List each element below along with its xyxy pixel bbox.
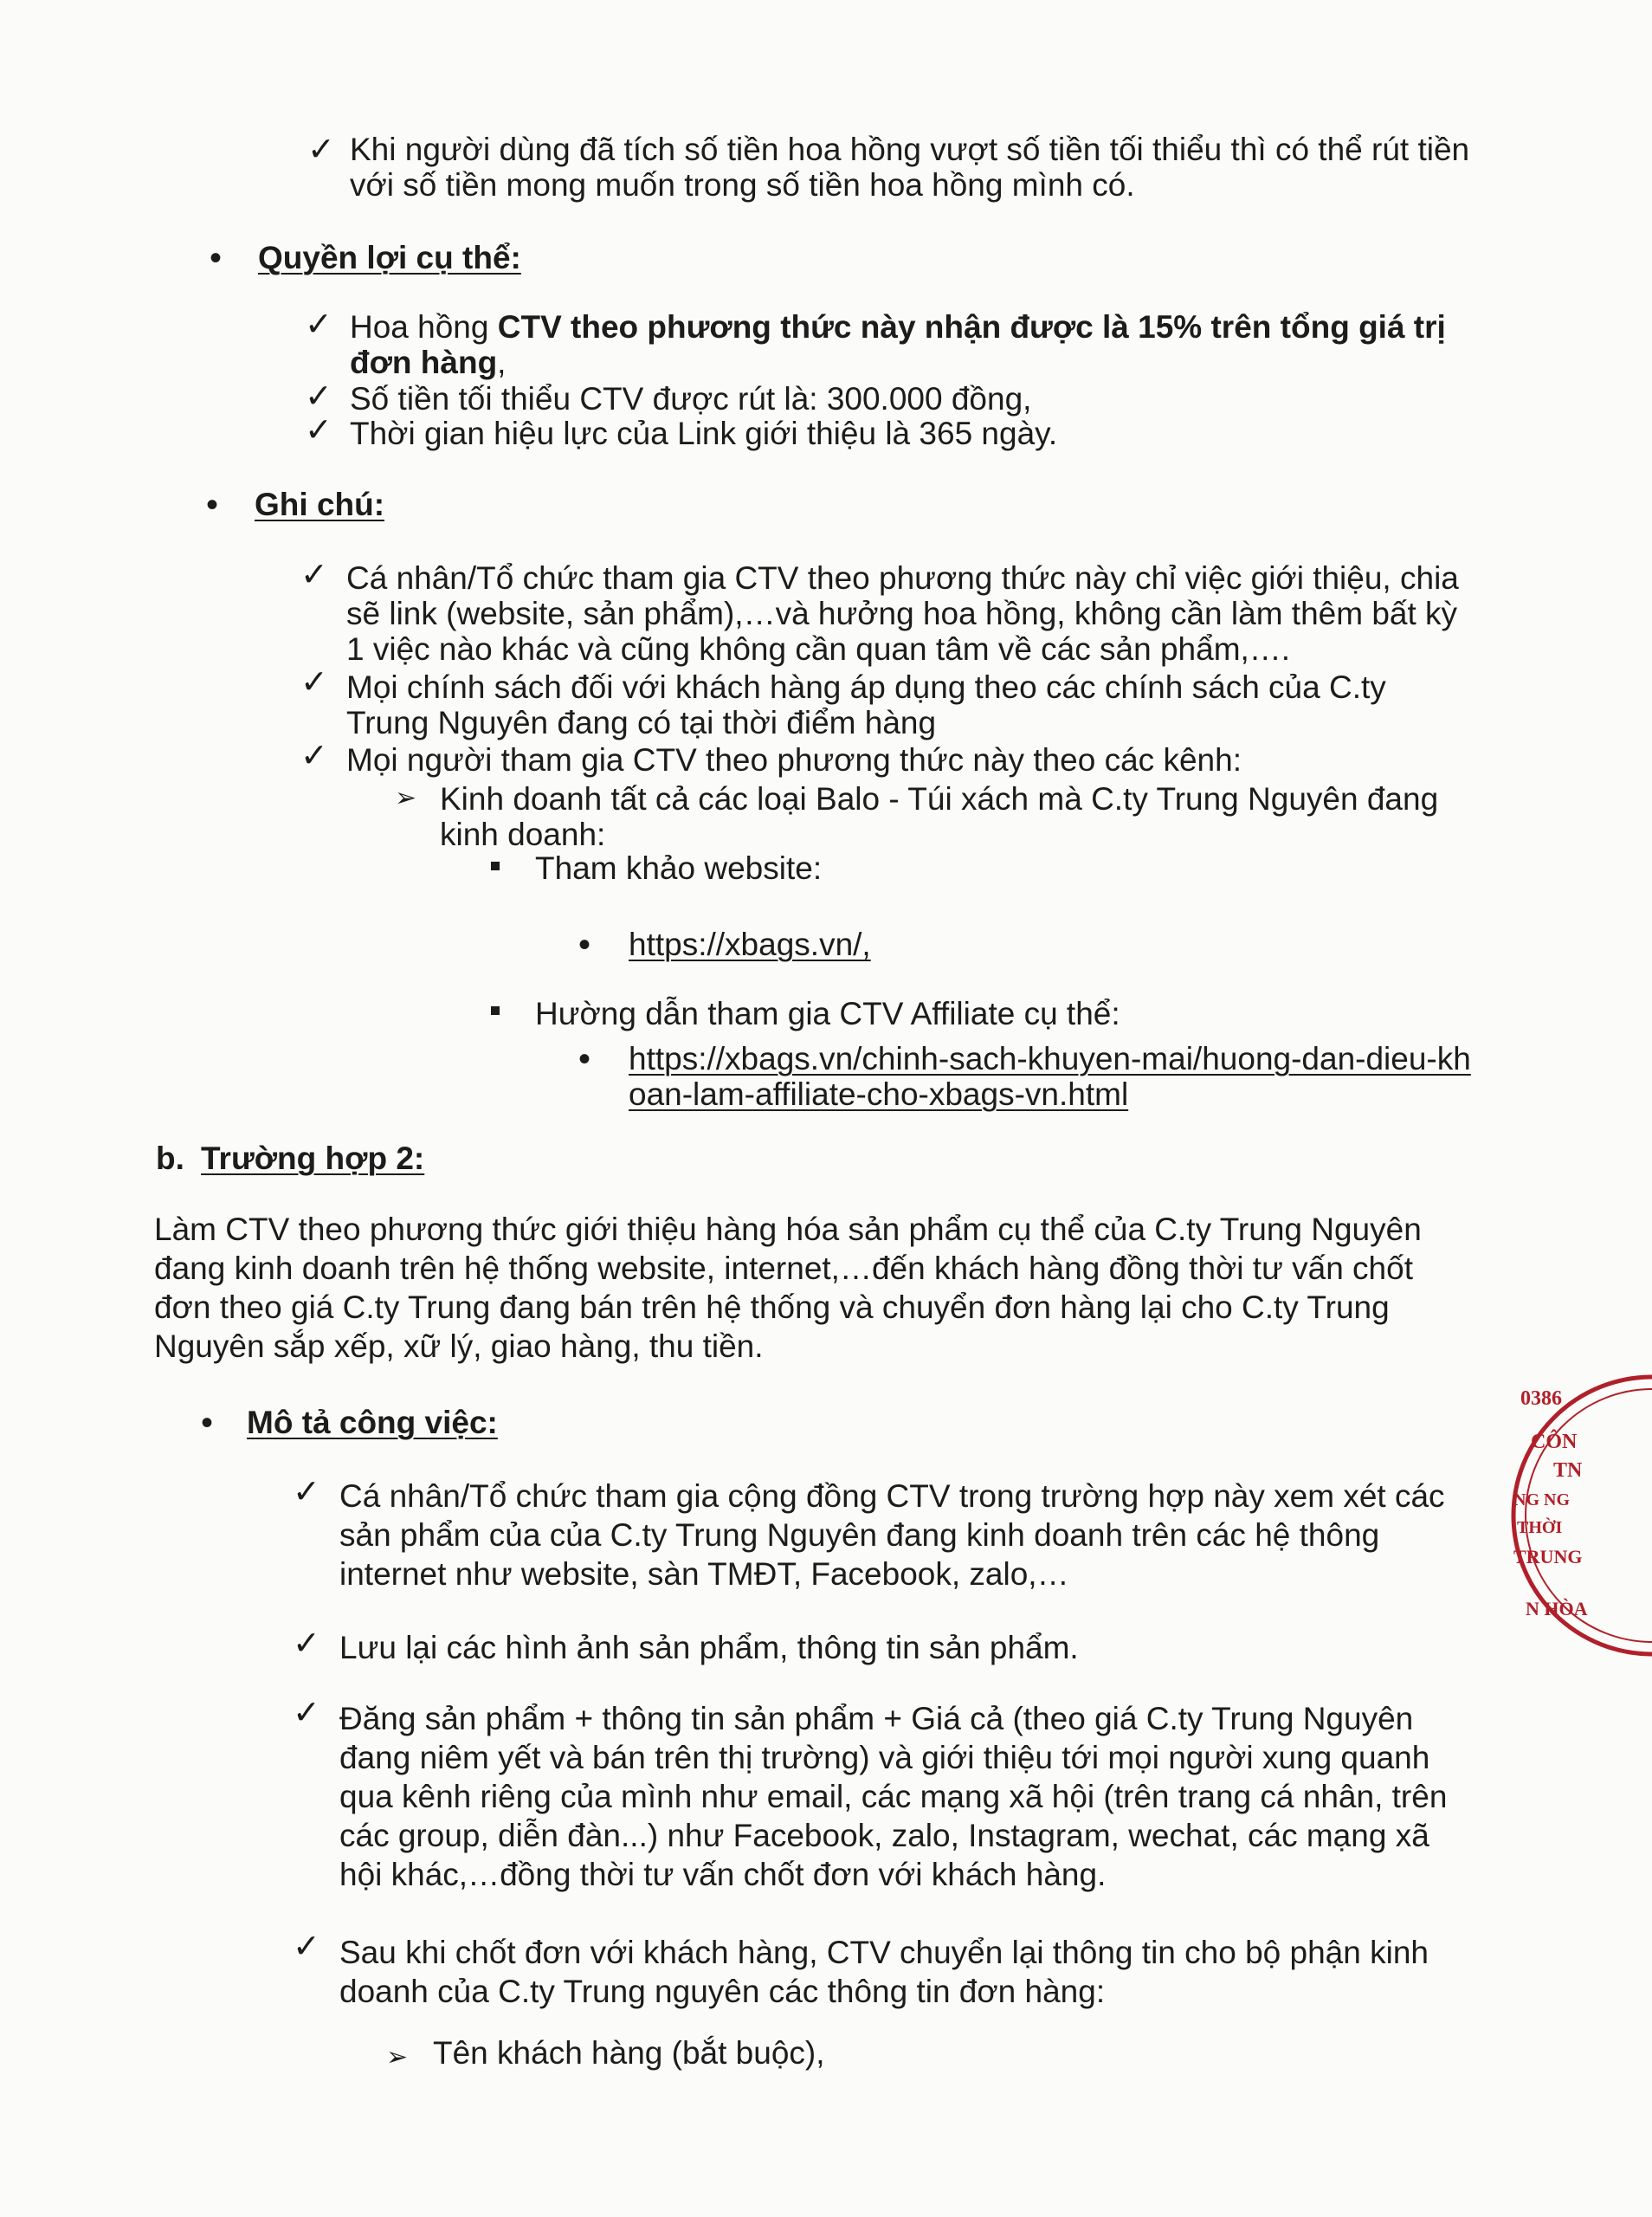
bullet-icon: • (210, 239, 223, 277)
check-icon: ✓ (300, 736, 328, 774)
check-icon: ✓ (293, 1624, 320, 1662)
bullet-icon: • (578, 1040, 591, 1078)
stamp-text: TN (1553, 1459, 1583, 1482)
notes-heading: Ghi chú: (255, 487, 385, 522)
note-item-2: Mọi chính sách đối với khách hàng áp dụng theo các chính sách của C.ty Trung Nguyên đang có tại thời điểm hàng (346, 669, 1386, 740)
check-icon: ✓ (305, 377, 332, 415)
website-link[interactable]: https://xbags.vn/, (629, 927, 871, 962)
section-b-label: b. (156, 1141, 184, 1176)
section-b-title: Trường hợp 2: (201, 1141, 425, 1176)
benefits-heading: Quyền lợi cụ thể: (258, 240, 521, 275)
square-bullet-icon (491, 1006, 500, 1015)
ref-website-label: Tham khảo website: (535, 850, 823, 886)
arrow-icon: ➢ (395, 783, 417, 813)
stamp-text: THỜI (1517, 1518, 1563, 1537)
benefit-commission: Hoa hồng CTV theo phương thức này nhận được là 15% trên tổng giá trị đơn hàng, (350, 309, 1446, 380)
stamp-text: 0386 (1520, 1387, 1562, 1410)
job-heading: Mô tả công việc: (247, 1405, 498, 1440)
job-item-4: Sau khi chốt đơn với khách hàng, CTV chuyển lại thông tin cho bộ phận kinh doanh của C.ty Trung nguyên các thông tin đơn hàng: (339, 1935, 1429, 2009)
bullet-icon: • (206, 486, 219, 524)
bullet-icon: • (578, 926, 591, 964)
job-item-4-sub-1: Tên khách hàng (bắt buộc), (433, 2035, 825, 2071)
square-bullet-icon (491, 862, 500, 870)
check-icon: ✓ (305, 305, 332, 343)
note-item-1: Cá nhân/Tổ chức tham gia CTV theo phương thức này chỉ việc giới thiệu, chia sẽ link (website, sản phẩm),…và hưởng hoa hồng, không cần làm thêm bất kỳ 1 việc nào khác và cũng không cần quan tâm về các sản phẩm,…. (346, 560, 1459, 667)
check-icon: ✓ (305, 410, 332, 449)
check-icon: ✓ (307, 130, 335, 168)
stamp-text: N HÒA (1526, 1598, 1588, 1619)
section-b-intro: Làm CTV theo phương thức giới thiệu hàng hóa sản phẩm cụ thể của C.ty Trung Nguyên đang kinh doanh trên hệ thống website, internet,…đến khách hàng đồng thời tư vấn chốt đơn theo giá C.ty Trung đang bán trên hệ thống và chuyển đơn hàng lại cho C.ty Trung Nguyên sắp xếp, xữ lý, giao hàng, thu tiền. (154, 1212, 1422, 1364)
guide-label: Hường dẫn tham gia CTV Affiliate cụ thể: (535, 996, 1120, 1031)
job-item-1: Cá nhân/Tổ chức tham gia cộng đồng CTV trong trường hợp này xem xét các sản phẩm của của C.ty Trung Nguyên đang kinh doanh trên các hệ thông internet như website, sàn TMĐT, Facebook, zalo,… (339, 1478, 1445, 1592)
note-item-3: Mọi người tham gia CTV theo phương thức này theo các kênh: (346, 742, 1242, 778)
stamp-text: NG NG (1513, 1490, 1570, 1509)
benefit-link-validity: Thời gian hiệu lực của Link giới thiệu là 365 ngày. (350, 416, 1058, 451)
bullet-icon: • (201, 1404, 214, 1442)
arrow-icon: ➢ (386, 2042, 409, 2072)
job-item-2: Lưu lại các hình ảnh sản phẩm, thông tin sản phẩm. (339, 1630, 1079, 1665)
check-icon: ✓ (300, 663, 328, 701)
note-sub-business: Kinh doanh tất cả các loại Balo - Túi xách mà C.ty Trung Nguyên đang kinh doanh: (440, 781, 1439, 852)
stamp-text: CÔN (1531, 1431, 1578, 1453)
check-icon: ✓ (293, 1472, 320, 1510)
company-stamp (1505, 1351, 1652, 1680)
guide-link[interactable]: https://xbags.vn/chinh-sach-khuyen-mai/huong-dan-dieu-khoan-lam-affiliate-cho-xbags-vn.html (629, 1041, 1471, 1112)
benefit-min-withdraw: Số tiền tối thiểu CTV được rút là: 300.000 đồng, (350, 381, 1032, 417)
job-item-3: Đăng sản phẩm + thông tin sản phẩm + Giá cả (theo giá C.ty Trung Nguyên đang niêm yết và bán trên thị trường) và giới thiệu tới mọi người xung quanh qua kênh riêng của mình như email, các mạng xã hội (trên trang cá nhân, trên các group, diễn đàn...) như Facebook, zalo, Instagram, wechat, các mạng xã hội khác,…đồng thời tư vấn chốt đơn với khách hàng. (339, 1701, 1448, 1892)
check-icon: ✓ (293, 1927, 320, 1965)
check-icon: ✓ (293, 1693, 320, 1731)
withdraw-item: Khi người dùng đã tích số tiền hoa hồng vượt số tiền tối thiểu thì có thể rút tiền với số tiền mong muốn trong số tiền hoa hồng mình có. (350, 132, 1470, 203)
stamp-text: TRUNG (1513, 1546, 1583, 1567)
check-icon: ✓ (300, 555, 328, 593)
